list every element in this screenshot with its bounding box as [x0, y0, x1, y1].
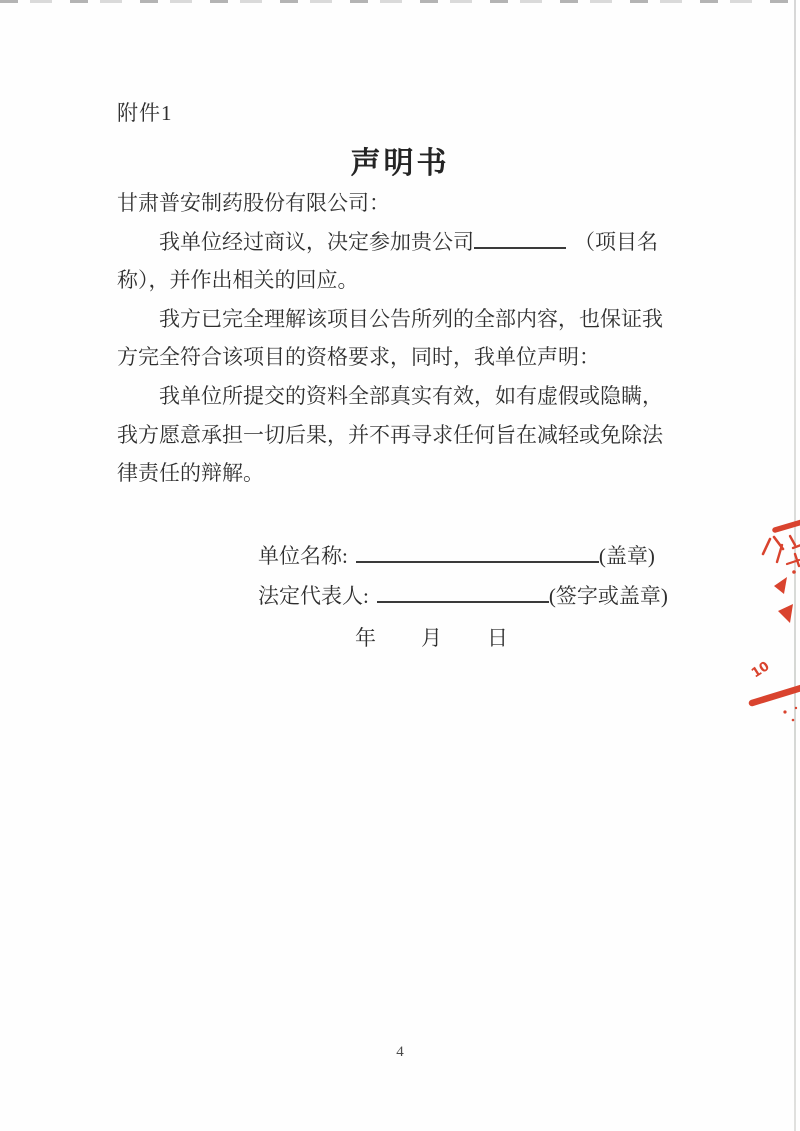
document-title: 声明书 [350, 147, 450, 180]
project-name-blank [474, 246, 566, 249]
date-month-label: 月 [421, 626, 442, 650]
stamp-digits: 10 [749, 658, 773, 682]
legal-rep-seal-note: (签字或盖章) [548, 584, 668, 608]
unit-name-label: 单位名称: [258, 544, 348, 568]
legal-rep-blank [377, 600, 549, 603]
legal-rep-row [258, 576, 668, 616]
document-body [117, 184, 683, 493]
signature-block [258, 536, 668, 658]
page-number: 4 [396, 1044, 404, 1060]
red-stamp-fragment-icon [743, 512, 800, 727]
scan-top-edge-artifact [0, 0, 800, 3]
invitation-text-before: 我单位经过商议，决定参加贵公司 [159, 229, 474, 254]
paragraph-declaration: 我单位所提交的资料全部真实有效，如有虚假或隐瞒，我方愿意承担一切后果，并不再寻求任何旨在减轻或免除法律责任的辩解。 [117, 383, 663, 486]
paragraph-invitation [117, 223, 683, 300]
unit-name-row [258, 536, 668, 576]
unit-name-seal-note: (盖章) [598, 544, 655, 568]
date-line [355, 618, 668, 658]
salutation: 甘肃普安制药股份有限公司： [117, 191, 390, 215]
attachment-label: 附件1 [117, 101, 173, 125]
invitation-text-after: （项目名称），并作出相关的回应。 [117, 229, 658, 293]
date-year-label: 年 [355, 626, 376, 650]
legal-rep-label: 法定代表人: [258, 584, 369, 608]
unit-name-blank [356, 560, 599, 563]
paragraph-understanding: 我方已完全理解该项目公告所列的全部内容，也保证我方完全符合该项目的资格要求，同时，我单位声明： [117, 306, 663, 370]
date-day-label: 日 [487, 626, 508, 650]
